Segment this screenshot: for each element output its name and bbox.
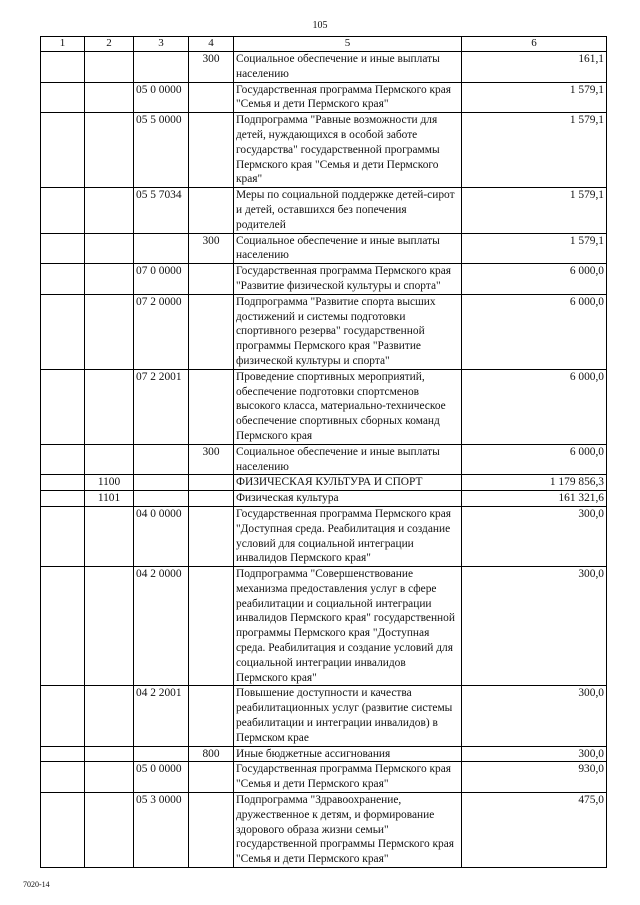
amount-cell: 6 000,0 <box>462 294 607 369</box>
column-header: 6 <box>462 37 607 52</box>
item-name-cell: Повышение доступности и качества реабилитационных услуг (развитие системы реабилитации и интеграции инвалидов) в Пермском крае <box>234 686 462 746</box>
target-code-cell: 04 2 2001 <box>134 686 189 746</box>
table-row <box>41 264 607 295</box>
item-name-cell: Проведение спортивных мероприятий, обеспечение подготовки спортсменов высокого класса, материально-техническое обеспечение спортивных сборных команд Пермского края <box>234 369 462 444</box>
item-name-cell: Подпрограмма "Здравоохранение, дружественное к детям, и формирование здорового образа жизни семьи" государственной программы Пермского края "Семья и дети Пермского края" <box>234 793 462 868</box>
section-cell <box>41 188 85 233</box>
item-name-cell: ФИЗИЧЕСКАЯ КУЛЬТУРА И СПОРТ <box>234 475 462 491</box>
table-row <box>41 113 607 188</box>
item-name-cell: Иные бюджетные ассигнования <box>234 746 462 762</box>
item-name-cell: Физическая культура <box>234 491 462 507</box>
item-name-cell: Подпрограмма "Развитие спорта высших достижений и системы подготовки спортивного резерва" государственной программы Пермского края "Развитие физической культуры и спорта" <box>234 294 462 369</box>
expense-type-cell <box>189 793 234 868</box>
target-code-cell: 05 5 7034 <box>134 188 189 233</box>
amount-cell: 1 579,1 <box>462 233 607 264</box>
expense-type-cell <box>189 188 234 233</box>
amount-cell: 6 000,0 <box>462 369 607 444</box>
subsection-cell <box>85 82 134 113</box>
expense-type-cell <box>189 491 234 507</box>
expense-type-cell <box>189 567 234 686</box>
header-row <box>41 37 607 52</box>
item-name-cell: Государственная программа Пермского края "Доступная среда. Реабилитация и создание условий для социальной интеграции инвалидов Пермского края" <box>234 506 462 566</box>
section-cell <box>41 506 85 566</box>
expense-type-cell <box>189 264 234 295</box>
expense-type-cell <box>189 506 234 566</box>
subsection-cell <box>85 746 134 762</box>
subsection-cell <box>85 686 134 746</box>
target-code-cell: 07 0 0000 <box>134 264 189 295</box>
subsection-cell <box>85 793 134 868</box>
table-row <box>41 444 607 475</box>
subsection-cell <box>85 444 134 475</box>
table-row <box>41 233 607 264</box>
item-name-cell: Государственная программа Пермского края "Семья и дети Пермского края" <box>234 82 462 113</box>
section-cell <box>41 444 85 475</box>
expense-type-cell: 800 <box>189 746 234 762</box>
table-row <box>41 52 607 83</box>
table-row <box>41 82 607 113</box>
subsection-cell <box>85 567 134 686</box>
column-header: 4 <box>189 37 234 52</box>
section-cell <box>41 793 85 868</box>
target-code-cell: 04 2 0000 <box>134 567 189 686</box>
amount-cell: 1 179 856,3 <box>462 475 607 491</box>
expense-type-cell <box>189 369 234 444</box>
subsection-cell <box>85 264 134 295</box>
section-cell <box>41 369 85 444</box>
target-code-cell: 04 0 0000 <box>134 506 189 566</box>
expense-type-cell: 300 <box>189 444 234 475</box>
item-name-cell: Меры по социальной поддержке детей-сирот и детей, оставшихся без попечения родителей <box>234 188 462 233</box>
expense-type-cell <box>189 113 234 188</box>
target-code-cell <box>134 475 189 491</box>
table-row <box>41 369 607 444</box>
target-code-cell <box>134 444 189 475</box>
expense-type-cell <box>189 82 234 113</box>
table-row <box>41 188 607 233</box>
amount-cell: 300,0 <box>462 746 607 762</box>
table-row <box>41 746 607 762</box>
section-cell <box>41 294 85 369</box>
subsection-cell <box>85 506 134 566</box>
table-row <box>41 491 607 507</box>
table-row <box>41 567 607 686</box>
subsection-cell <box>85 294 134 369</box>
item-name-cell: Государственная программа Пермского края "Развитие физической культуры и спорта" <box>234 264 462 295</box>
amount-cell: 1 579,1 <box>462 82 607 113</box>
table-row <box>41 793 607 868</box>
subsection-cell <box>85 52 134 83</box>
item-name-cell: Социальное обеспечение и иные выплаты населению <box>234 233 462 264</box>
subsection-cell <box>85 369 134 444</box>
section-cell <box>41 746 85 762</box>
amount-cell: 300,0 <box>462 506 607 566</box>
section-cell <box>41 762 85 793</box>
subsection-cell <box>85 113 134 188</box>
expense-type-cell <box>189 475 234 491</box>
expense-type-cell <box>189 686 234 746</box>
expense-type-cell: 300 <box>189 233 234 264</box>
section-cell <box>41 52 85 83</box>
section-cell <box>41 475 85 491</box>
amount-cell: 300,0 <box>462 567 607 686</box>
amount-cell: 930,0 <box>462 762 607 793</box>
page-number: 105 <box>312 20 328 31</box>
target-code-cell: 05 0 0000 <box>134 82 189 113</box>
subsection-cell: 1101 <box>85 491 134 507</box>
amount-cell: 161 321,6 <box>462 491 607 507</box>
column-header: 1 <box>41 37 85 52</box>
target-code-cell: 07 2 0000 <box>134 294 189 369</box>
table-row <box>41 294 607 369</box>
expense-type-cell: 300 <box>189 52 234 83</box>
amount-cell: 1 579,1 <box>462 113 607 188</box>
section-cell <box>41 82 85 113</box>
item-name-cell: Подпрограмма "Совершенствование механизма предоставления услуг в сфере реабилитации и социальной интеграции инвалидов Пермского края" государственной программы Пермского края "Доступная среда. Реабилитация и создание условий для социальной интеграции инвалидов Пермского края" <box>234 567 462 686</box>
expense-type-cell <box>189 294 234 369</box>
budget-table <box>40 36 607 868</box>
target-code-cell <box>134 52 189 83</box>
amount-cell: 6 000,0 <box>462 444 607 475</box>
target-code-cell <box>134 491 189 507</box>
target-code-cell: 05 0 0000 <box>134 762 189 793</box>
item-name-cell: Государственная программа Пермского края "Семья и дети Пермского края" <box>234 762 462 793</box>
table-row <box>41 762 607 793</box>
section-cell <box>41 264 85 295</box>
amount-cell: 475,0 <box>462 793 607 868</box>
target-code-cell: 07 2 2001 <box>134 369 189 444</box>
subsection-cell: 1100 <box>85 475 134 491</box>
section-cell <box>41 491 85 507</box>
target-code-cell <box>134 746 189 762</box>
target-code-cell <box>134 233 189 264</box>
expense-type-cell <box>189 762 234 793</box>
section-cell <box>41 233 85 264</box>
amount-cell: 300,0 <box>462 686 607 746</box>
amount-cell: 6 000,0 <box>462 264 607 295</box>
footer-code: 7020-14 <box>23 880 50 889</box>
subsection-cell <box>85 188 134 233</box>
table-row <box>41 475 607 491</box>
amount-cell: 1 579,1 <box>462 188 607 233</box>
section-cell <box>41 567 85 686</box>
section-cell <box>41 113 85 188</box>
table-row <box>41 686 607 746</box>
column-header: 3 <box>134 37 189 52</box>
item-name-cell: Социальное обеспечение и иные выплаты населению <box>234 444 462 475</box>
item-name-cell: Социальное обеспечение и иные выплаты населению <box>234 52 462 83</box>
table-row <box>41 506 607 566</box>
subsection-cell <box>85 762 134 793</box>
target-code-cell: 05 3 0000 <box>134 793 189 868</box>
column-header: 2 <box>85 37 134 52</box>
item-name-cell: Подпрограмма "Равные возможности для детей, нуждающихся в особой заботе государства" государственной программы Пермского края "Семья и дети Пермского края" <box>234 113 462 188</box>
column-header: 5 <box>234 37 462 52</box>
subsection-cell <box>85 233 134 264</box>
target-code-cell: 05 5 0000 <box>134 113 189 188</box>
section-cell <box>41 686 85 746</box>
amount-cell: 161,1 <box>462 52 607 83</box>
